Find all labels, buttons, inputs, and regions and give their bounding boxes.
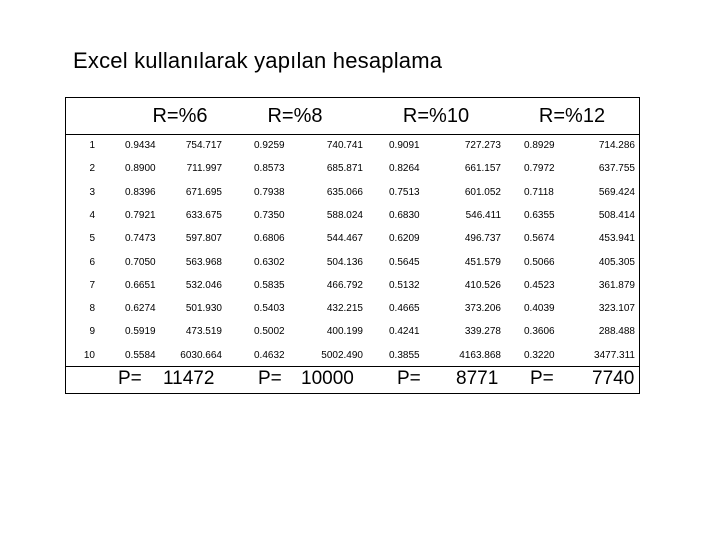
factor-cell: 0.8396: [125, 186, 156, 198]
value-cell: 5002.490: [321, 349, 363, 361]
table-row: [65, 181, 640, 204]
factor-cell: 0.9434: [125, 140, 156, 151]
value-cell: 361.879: [598, 279, 635, 291]
value-cell: 569.424: [598, 186, 635, 198]
factor-cell: 0.6806: [254, 233, 285, 245]
table-row: [65, 320, 640, 343]
value-cell: 4163.868: [459, 349, 501, 361]
factor-cell: 0.7473: [125, 233, 156, 245]
table-row: [65, 204, 640, 227]
factor-cell: 0.6274: [125, 303, 156, 315]
table-row: [65, 251, 640, 274]
value-cell: 661.157: [464, 163, 501, 175]
factor-cell: 0.4665: [389, 303, 420, 315]
total-r10-value: 8771: [456, 368, 499, 389]
row-index: 7: [89, 279, 95, 291]
header-r8: R=%8: [267, 105, 323, 127]
factor-cell: 0.6302: [254, 256, 285, 268]
table-row: [65, 344, 640, 367]
factor-cell: 0.9091: [389, 140, 420, 151]
factor-cell: 0.8929: [524, 140, 555, 151]
factor-cell: 0.5002: [254, 326, 285, 338]
value-cell: 451.579: [464, 256, 501, 268]
factor-cell: 0.5835: [254, 279, 285, 291]
header-r12: R=%12: [538, 105, 606, 127]
header-r6: R=%6: [152, 105, 208, 127]
factor-cell: 0.7938: [254, 186, 285, 198]
total-r6-label: P=: [118, 368, 142, 389]
row-index: 2: [89, 163, 95, 175]
value-cell: 473.519: [185, 326, 222, 338]
factor-cell: 0.7513: [389, 186, 420, 198]
value-cell: 633.675: [185, 209, 222, 221]
factor-cell: 0.6651: [125, 279, 156, 291]
total-r12-value: 7740: [592, 368, 635, 389]
value-cell: 597.807: [185, 233, 222, 245]
value-cell: 546.411: [465, 209, 501, 221]
value-cell: 544.467: [326, 233, 363, 245]
row-index: 8: [89, 303, 95, 315]
factor-cell: 0.5645: [389, 256, 420, 268]
value-cell: 466.792: [326, 279, 363, 291]
value-cell: 432.215: [326, 303, 363, 315]
table-row: [65, 157, 640, 180]
factor-cell: 0.6355: [524, 209, 555, 221]
factor-cell: 0.9259: [254, 140, 285, 151]
row-index: 3: [89, 186, 95, 198]
factor-cell: 0.4523: [524, 279, 555, 291]
value-cell: 405.305: [598, 256, 635, 268]
total-r8-label: P=: [258, 368, 282, 389]
factor-cell: 0.8573: [254, 163, 285, 175]
factor-cell: 0.7350: [254, 209, 285, 221]
value-cell: 508.414: [598, 209, 635, 221]
page-title: Excel kullanılarak yapılan hesaplama: [73, 48, 443, 73]
factor-cell: 0.4039: [524, 303, 555, 315]
value-cell: 588.024: [326, 209, 363, 221]
value-cell: 501.930: [185, 303, 222, 315]
factor-cell: 0.6209: [389, 233, 420, 245]
value-cell: 453.941: [598, 233, 635, 245]
value-cell: 727.273: [464, 140, 501, 151]
value-cell: 3477.311: [594, 349, 635, 361]
row-index: 6: [89, 256, 95, 268]
row-index: 5: [89, 233, 95, 245]
factor-cell: 0.5066: [524, 256, 555, 268]
factor-cell: 0.5674: [524, 233, 555, 245]
table-row: [65, 227, 640, 250]
value-cell: 563.968: [185, 256, 222, 268]
value-cell: 400.199: [326, 326, 363, 338]
value-cell: 635.066: [326, 186, 363, 198]
factor-cell: 0.8900: [125, 163, 156, 175]
value-cell: 685.871: [326, 163, 363, 175]
factor-cell: 0.7118: [524, 186, 554, 198]
factor-cell: 0.5584: [125, 349, 156, 361]
factor-cell: 0.5132: [389, 279, 420, 291]
total-r8-value: 10000: [301, 368, 354, 389]
header-r10: R=%10: [402, 105, 470, 127]
value-cell: 504.136: [326, 256, 363, 268]
total-r12-label: P=: [530, 368, 554, 389]
row-index: 9: [89, 326, 95, 338]
value-cell: 339.278: [464, 326, 501, 338]
value-cell: 671.695: [185, 186, 222, 198]
row-index: 4: [89, 209, 95, 221]
factor-cell: 0.7050: [125, 256, 156, 268]
value-cell: 711.997: [186, 163, 222, 175]
value-cell: 323.107: [598, 303, 635, 315]
factor-cell: 0.7921: [125, 209, 156, 221]
value-cell: 6030.664: [180, 349, 222, 361]
factor-cell: 0.5919: [125, 326, 156, 338]
row-index: 1: [89, 140, 95, 151]
factor-cell: 0.6830: [389, 209, 420, 221]
value-cell: 532.046: [185, 279, 222, 291]
total-r10-label: P=: [397, 368, 421, 389]
factor-cell: 0.3606: [524, 326, 555, 338]
factor-cell: 0.3220: [524, 349, 555, 361]
table-row: [65, 134, 640, 157]
table-row: [65, 274, 640, 297]
value-cell: 754.717: [185, 140, 222, 151]
factor-cell: 0.5403: [254, 303, 285, 315]
factor-cell: 0.4632: [254, 349, 285, 361]
factor-cell: 0.3855: [389, 349, 420, 361]
value-cell: 496.737: [464, 233, 501, 245]
value-cell: 373.206: [464, 303, 501, 315]
factor-cell: 0.8264: [389, 163, 420, 175]
factor-cell: 0.7972: [524, 163, 555, 175]
value-cell: 637.755: [598, 163, 635, 175]
value-cell: 601.052: [464, 186, 501, 198]
table-row: [65, 297, 640, 320]
row-index: 10: [83, 349, 95, 361]
value-cell: 410.526: [464, 279, 501, 291]
value-cell: 714.286: [598, 140, 635, 151]
value-cell: 740.741: [326, 140, 363, 151]
factor-cell: 0.4241: [389, 326, 420, 338]
value-cell: 288.488: [598, 326, 635, 338]
total-r6-value: 11472: [163, 368, 215, 389]
